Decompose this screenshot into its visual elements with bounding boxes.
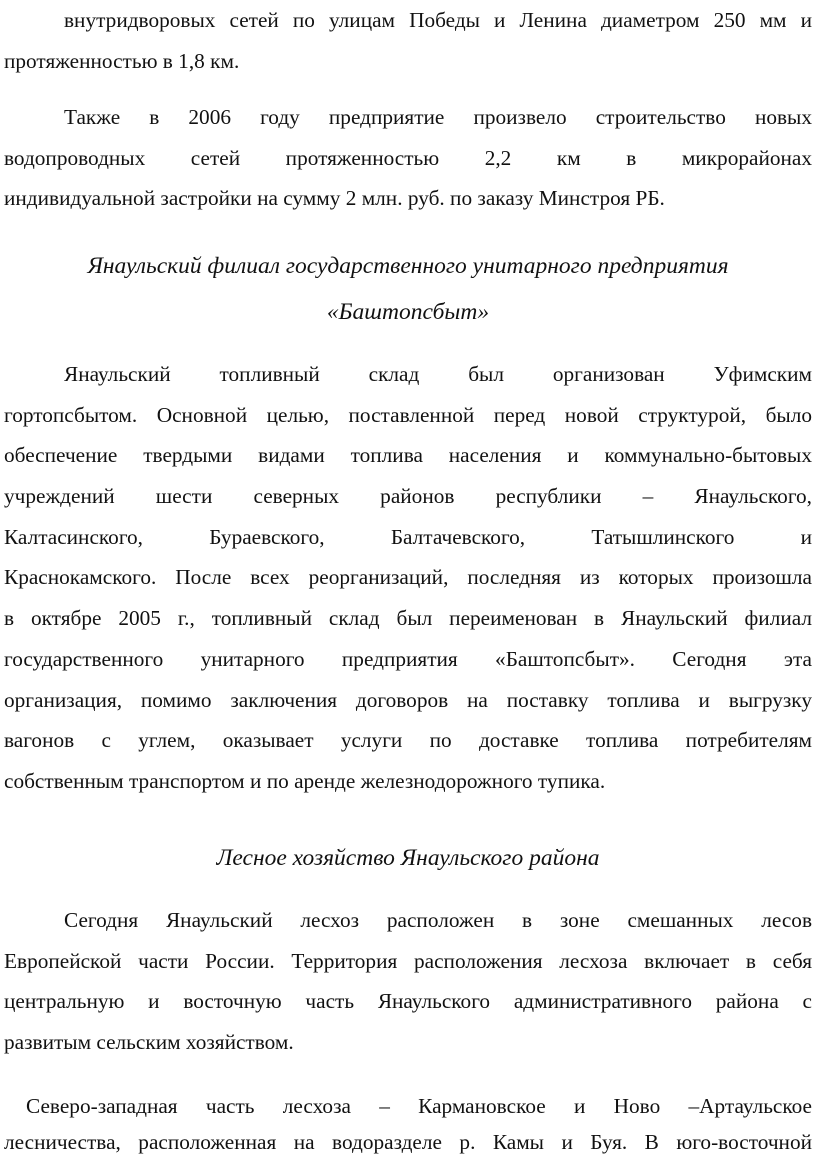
text-line: индивидуальной застройки на сумму 2 млн. руб. по заказу Минстроя РБ. bbox=[4, 186, 665, 211]
text-line: организация, помимо заключения договоров на поставку топлива и выгрузку bbox=[4, 687, 812, 712]
text-line: развитым сельским хозяйством. bbox=[4, 1030, 294, 1055]
text-line: в октябре 2005 г., топливный склад был переименован в Янаульский филиал bbox=[4, 606, 812, 631]
text-line: лесничества, расположенная на водоразделе р. Камы и Буя. В юго-восточной bbox=[4, 1130, 812, 1154]
text-line: Калтасинского, Бураевского, Балтачевского, Татышлинского и bbox=[4, 524, 812, 549]
text-line: Также в 2006 году предприятие произвело строительство новых bbox=[64, 105, 812, 129]
heading-line: Лесное хозяйство Янаульского района bbox=[216, 845, 600, 871]
text-line: обеспечение твердыми видами топлива населения и коммунально-бытовых bbox=[4, 443, 812, 468]
text-line: протяженностью в 1,8 км. bbox=[4, 48, 240, 73]
text-line: вагонов с углем, оказывает услуги по доставке топлива потребителям bbox=[4, 728, 812, 753]
text-line: гортопсбытом. Основной целью, поставленной перед новой структурой, было bbox=[4, 402, 812, 427]
heading-line: «Баштопсбыт» bbox=[326, 299, 490, 325]
text-line: Сегодня Янаульский лесхоз расположен в зоне смешанных лесов bbox=[64, 908, 812, 932]
text-line: Северо-западная часть лесхоза – Кармановское и Ново –Артаульское bbox=[26, 1094, 812, 1118]
text-line: водопроводных сетей протяженностью 2,2 км в микрорайонах bbox=[4, 145, 812, 170]
text-line: центральную и восточную часть Янаульского административного района с bbox=[4, 989, 812, 1014]
paragraph-fuel-depot bbox=[4, 354, 812, 802]
text-line: внутридворовых сетей по улицам Победы и Ленина диаметром 250 мм и bbox=[64, 8, 812, 32]
section-heading-bashtopsbyt bbox=[0, 243, 816, 335]
text-line: Краснокамского. После всех реорганизаций, последняя из которых произошла bbox=[4, 565, 812, 590]
text-line: учреждений шести северных районов республики – Янаульского, bbox=[4, 484, 812, 509]
paragraph-forestry-northwest bbox=[4, 1088, 812, 1160]
text-line: Янаульский топливный склад был организован Уфимским bbox=[64, 362, 812, 386]
section-heading-forestry bbox=[0, 835, 816, 881]
text-line: государственного унитарного предприятия «Баштопсбыт». Сегодня эта bbox=[4, 646, 812, 671]
paragraph-2006-construction bbox=[4, 97, 812, 219]
text-line: собственным транспортом и по аренде железнодорожного тупика. bbox=[4, 768, 606, 793]
paragraph-water-network-end bbox=[4, 0, 812, 81]
text-line: Европейской части России. Территория расположения лесхоза включает в себя bbox=[4, 948, 812, 973]
paragraph-forestry-location bbox=[4, 900, 812, 1063]
heading-line: Янаульский филиал государственного унитарного предприятия bbox=[87, 253, 729, 279]
